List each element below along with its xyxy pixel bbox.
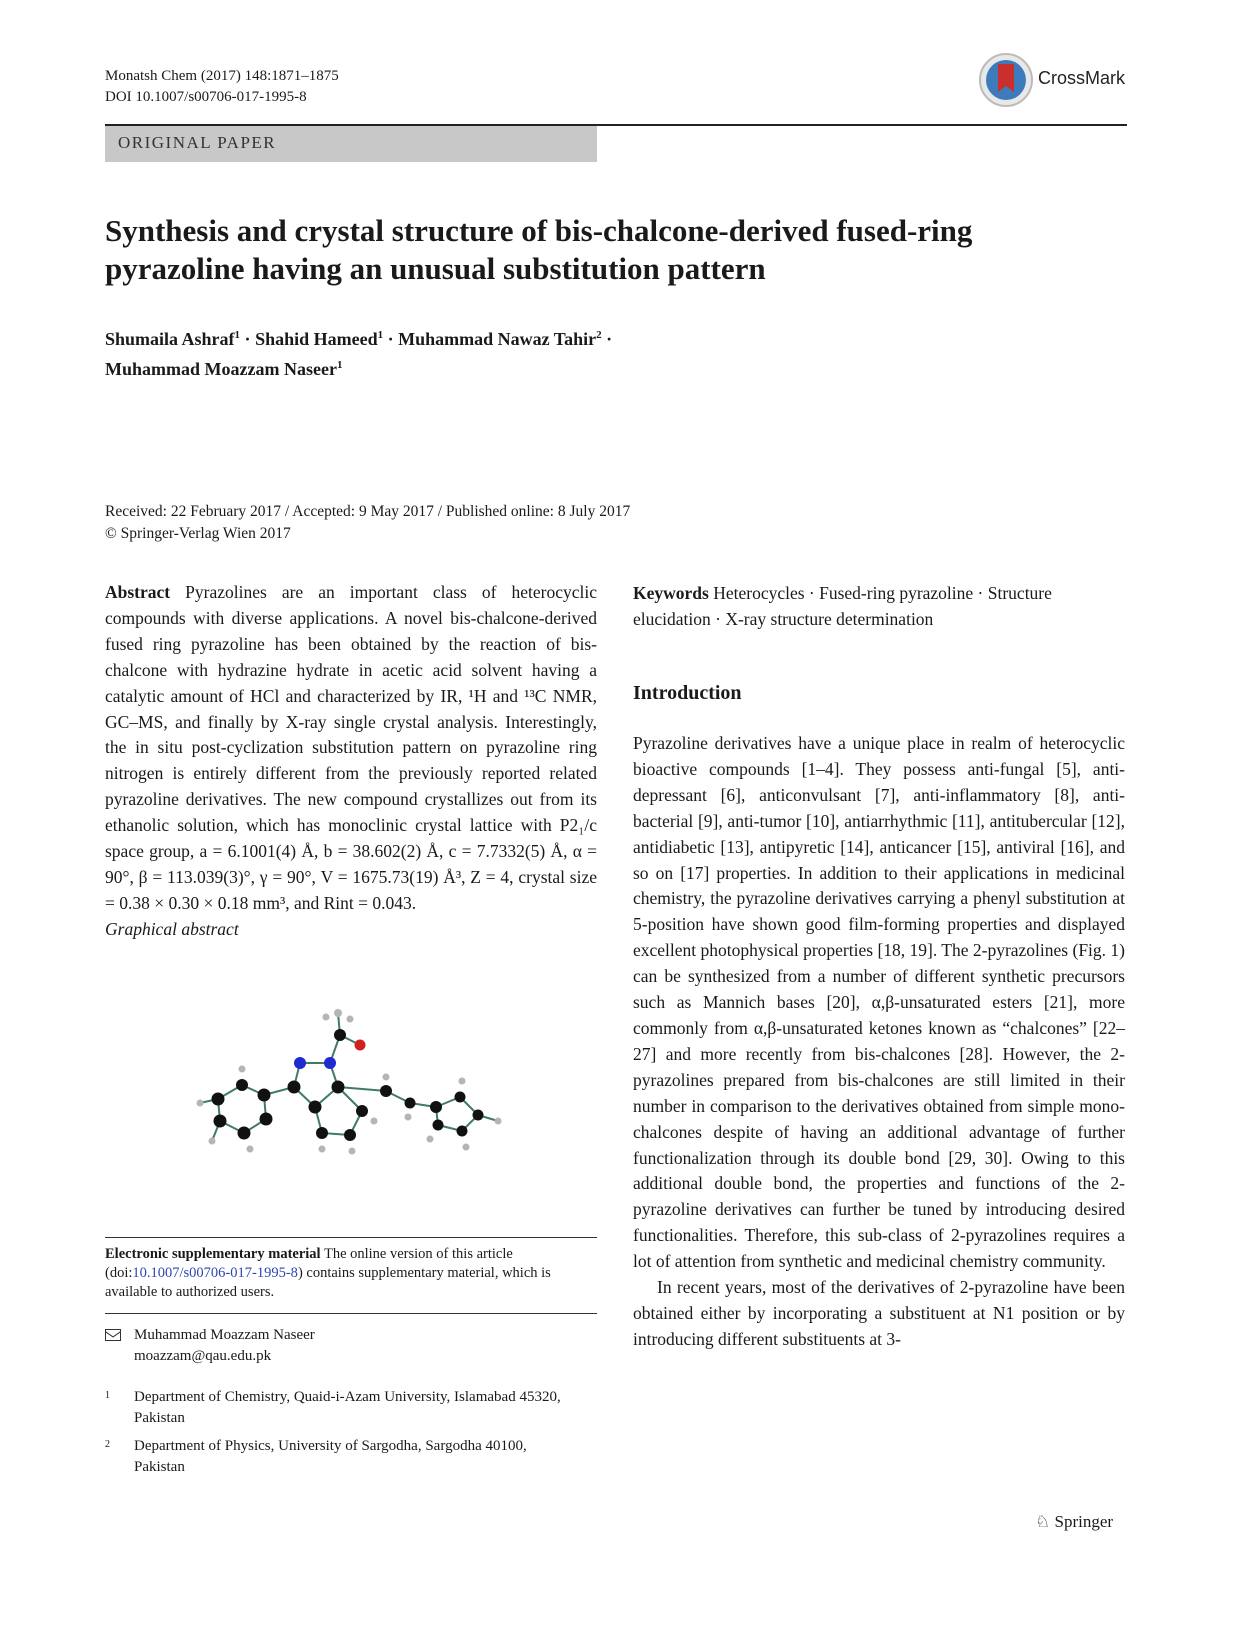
- journal-reference: Monatsh Chem (2017) 148:1871–1875: [105, 68, 339, 84]
- author-name[interactable]: Shumaila Ashraf: [105, 329, 235, 349]
- paper-title: [105, 212, 1125, 288]
- affiliation-number: 1: [105, 1390, 110, 1401]
- publication-dates: [105, 501, 630, 545]
- esm-label: Electronic supplementary material: [105, 1246, 321, 1262]
- doi: DOI 10.1007/s00706-017-1995-8: [105, 89, 307, 105]
- graphical-abstract-label: Graphical abstract: [105, 918, 239, 939]
- introduction-heading: Introduction: [633, 682, 742, 704]
- esm-rule-top: [105, 1237, 597, 1238]
- journal-citation: [105, 66, 339, 108]
- springer-horse-icon: ♘: [1035, 1512, 1051, 1531]
- affiliation-text: Department of Physics, University of Sargodha, Sargodha 40100, Pakistan: [134, 1438, 527, 1475]
- abstract-label: Abstract: [105, 582, 171, 602]
- affiliation-number: 2: [105, 1439, 110, 1450]
- abstract-paragraph: [105, 580, 597, 917]
- author-affil-sup: 1: [377, 329, 384, 341]
- corresponding-author: [105, 1325, 597, 1367]
- author-list: Shumaila Ashraf$^1$ · Shahid Hameed$^1$ · Muhammad Nawaz Tahir$^2$ · Muhammad Moazzam Naseer$^1$: [105, 329, 613, 379]
- section-banner: [105, 126, 597, 162]
- author-name[interactable]: Shahid Hameed: [255, 329, 378, 349]
- publisher-logo: [1035, 1512, 1113, 1532]
- keywords-label: Keywords: [633, 583, 709, 603]
- doi-link[interactable]: 10.1007/s00706-017-1995-8: [132, 1265, 298, 1281]
- envelope-icon: [105, 1329, 121, 1341]
- author-affil-sup: 2: [596, 329, 602, 341]
- title-line-1: Synthesis and crystal structure of bis-chalcone-derived fused-ring: [105, 213, 973, 248]
- supplementary-material-note: Electronic supplementary material The online version of this article (doi:10.1007/s00706-017-1995-8) contains supplementary material, which is available to authorized users.: [105, 1246, 551, 1300]
- introduction-paragraph-2: In recent years, most of the derivatives of 2-pyrazoline have been obtained either by incorporating a substituent at N1 position or by introducing different substituents at 3-: [633, 1277, 1125, 1349]
- keywords-list: Heterocycles · Fused-ring pyrazoline · Structure elucidation · X-ray structure determination: [633, 583, 1052, 629]
- corresponding-email[interactable]: moazzam@qau.edu.pk: [134, 1348, 272, 1364]
- author-name[interactable]: Muhammad Moazzam Naseer: [105, 359, 337, 379]
- author-affil-sup: 1: [336, 359, 343, 371]
- section-label: ORIGINAL PAPER: [118, 133, 277, 152]
- abstract-body: Pyrazolines are an important class of heterocyclic compounds with diverse applications. A novel bis-chalcone-derived fused ring pyrazoline has been obtained by the reaction of bis-chalcone with hydrazine hydrate in acetic acid solvent having a catalytic amount of HCl and characterized by IR, ¹H and ¹³C NMR, GC–MS, and finally by X-ray single crystal analysis. Interestingly, the in situ post-cyclization substitution pattern on pyrazoline ring nitrogen is entirely different from the previously reported related pyrazoline derivatives. The new compound crystallizes out from its ethanolic solution, which has monoclinic crystal lattice with P2₁/c space group, a = 6.1001(4) Å, b = 38.602(2) Å, c = 7.7332(5) Å, α = 90°, β = 113.039(3)°, γ = 90°, V = 1675.73(19) Å³, Z = 4, crystal size = 0.38 × 0.30 × 0.18 mm³, and Rint = 0.043.: [105, 582, 597, 913]
- crossmark-label: CrossMark: [1038, 68, 1126, 88]
- esm-rule-bottom: [105, 1313, 597, 1314]
- copyright: © Springer-Verlag Wien 2017: [105, 525, 291, 542]
- right-column: [633, 580, 1125, 1353]
- corresponding-name: Muhammad Moazzam Naseer: [134, 1327, 315, 1343]
- introduction-paragraph-1: Pyrazoline derivatives have a unique place in realm of heterocyclic bioactive compounds [1–4]. They possess anti-fungal [5], anti-depressant [6], anticonvulsant [7], anti-inflammatory [8], anti-bacterial [9], anti-tumor [10], antiarrhythmic [11], antitubercular [12], antidiabetic [13], antipyretic [14], anticancer [15], antiviral [16], and so on [17] properties. In addition to their applications in medicinal chemistry, the pyrazoline derivatives carrying a phenyl substitution at 5-position have shown good film-forming properties and displayed excellent photophysical properties [18, 19]. The 2-pyrazolines (Fig. 1) can be synthesized from a number of different synthetic precursors such as Mannich bases [20], α,β-unsaturated esters [21], more commonly from α,β-unsaturated ketones known as “chalcones” [22–27] and more recently from bis-chalcones [28]. However, the 2-pyrazolines prepared from bis-chalcones are still limited in their number in comparison to the derivatives obtained from simple mono-chalcones despite of having an additional advantage of further functionalization through its double bond [29, 30]. Owing to this additional double bond, the properties and functions of the 2-pyrazoline derivatives can further be tuned by introducing desired functionalities. Therefore, this sub-class of 2-pyrazolines requires a lot of attention from synthetic and medicinal chemistry community.: [633, 733, 1125, 1272]
- keywords: [633, 580, 1125, 632]
- publisher-name: Springer: [1054, 1512, 1114, 1531]
- affiliation-text: Department of Chemistry, Quaid-i-Azam University, Islamabad 45320, Pakistan: [134, 1389, 561, 1426]
- abstract-section: [105, 580, 597, 943]
- crossmark-badge[interactable]: [978, 52, 1128, 112]
- author-name[interactable]: Muhammad Nawaz Tahir: [398, 329, 597, 349]
- title-line-2: pyrazoline having an unusual substitution pattern: [105, 251, 766, 286]
- molecule-graphic: [190, 995, 520, 1175]
- crossmark-icon: [978, 52, 1034, 108]
- author-affil-sup: 1: [234, 329, 241, 341]
- history-dates: Received: 22 February 2017 / Accepted: 9 May 2017 / Published online: 8 July 2017: [105, 503, 631, 520]
